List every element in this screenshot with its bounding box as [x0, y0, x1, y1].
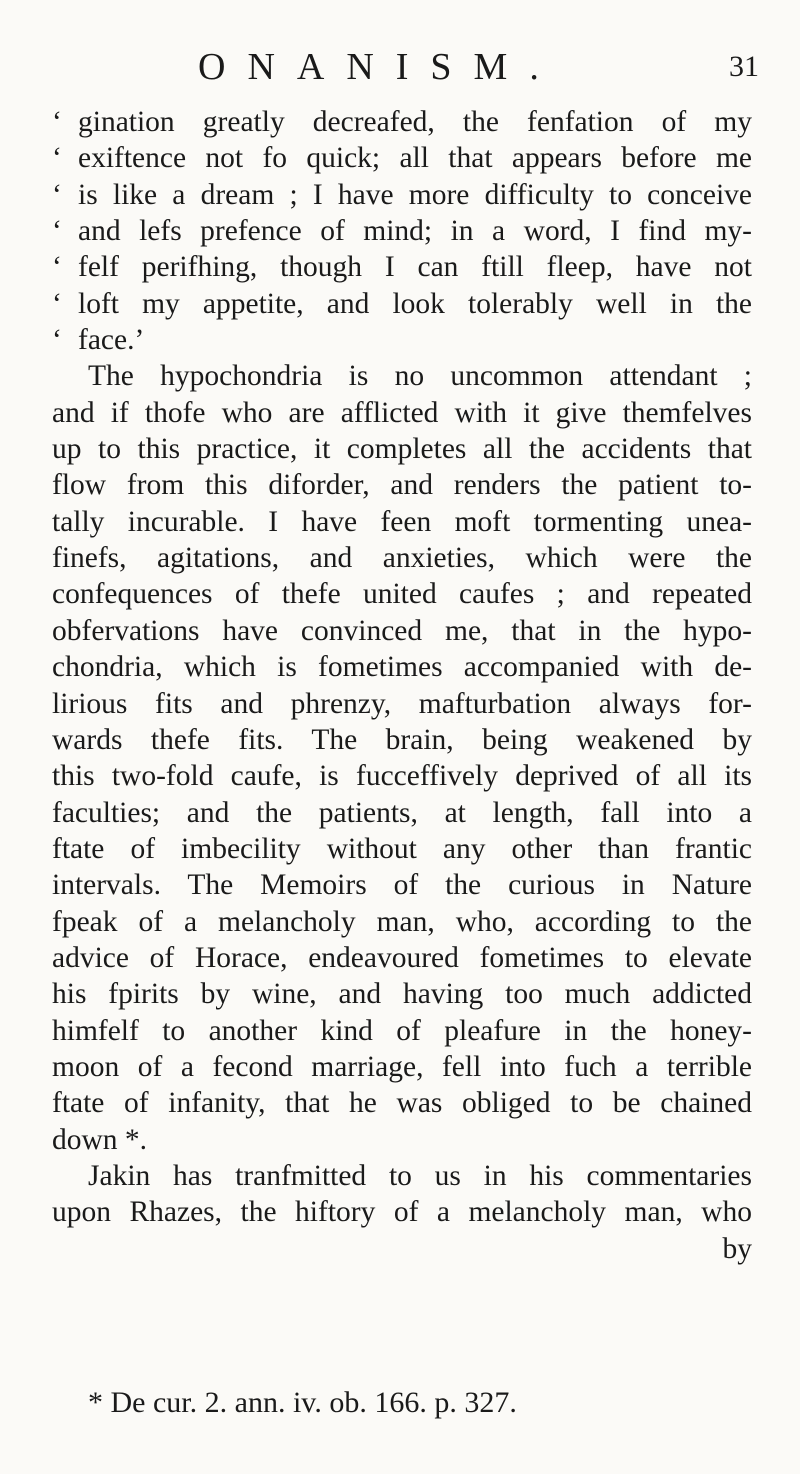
- line-text: exiftence not fo quick; all that appears before me: [78, 142, 752, 175]
- text-line: fpeak of a melancholy man, who, according to the: [52, 905, 752, 938]
- text-line: lirious fits and phrenzy, mafturbation always for-: [52, 687, 752, 720]
- body-text: [52, 104, 752, 1267]
- quote-mark: ‘: [52, 324, 62, 357]
- text-line: ftate of imbecility without any other than frantic: [52, 832, 752, 865]
- text-line: [52, 104, 752, 140]
- text-line: himfelf to another kind of pleafure in the honey-: [52, 1014, 752, 1047]
- text-line: down *.: [52, 1123, 148, 1156]
- line-text: gination greatly decreafed, the fenfation of my: [78, 106, 752, 138]
- running-title: ONANISM.: [198, 46, 561, 88]
- text-line: finefs, agitations, and anxieties, which were the: [52, 542, 752, 575]
- text-line: upon Rhazes, the hiftory of a melancholy man, who: [52, 1196, 752, 1229]
- paragraph-first-line: The hypochondria is no uncommon attendant ;: [88, 360, 752, 393]
- text-line: faculties; and the patients, at length, fall into a: [52, 796, 752, 829]
- text-line: obfervations have convinced me, that in the hypo-: [52, 614, 752, 647]
- text-line: ftate of infanity, that he was obliged to be chained: [52, 1087, 752, 1120]
- text-line: chondria, which is fometimes accompanied with de-: [52, 651, 752, 684]
- text-line: [52, 322, 752, 358]
- page-header: [198, 42, 618, 92]
- footnote: * De cur. 2. ann. iv. ob. 166. p. 327.: [88, 1386, 517, 1419]
- quote-mark: ‘: [52, 142, 62, 175]
- quote-mark: ‘: [52, 251, 62, 284]
- text-line: flow from this diforder, and renders the patient to-: [52, 469, 752, 502]
- text-line: [52, 140, 752, 176]
- quote-mark: ‘: [52, 178, 62, 211]
- line-text: felf perifhing, though I can ftill fleep, have not: [78, 251, 752, 284]
- text-line: [52, 286, 752, 322]
- quote-mark: ‘: [52, 106, 62, 138]
- text-line: his fpirits by wine, and having too much addicted: [52, 978, 752, 1011]
- text-line: and if thofe who are afflicted with it give themfelves: [52, 396, 752, 429]
- text-line: advice of Horace, endeavoured fometimes to elevate: [52, 941, 752, 974]
- text-line: [52, 249, 752, 285]
- line-text: face.’: [78, 324, 145, 357]
- page-number: 31: [729, 50, 759, 83]
- line-text: loft my appetite, and look tolerably well in the: [78, 287, 752, 320]
- line-text: and lefs prefence of mind; in a word, I find my-: [78, 215, 752, 248]
- paragraph-first-line: Jakin has tranfmitted to us in his commentaries: [88, 1159, 752, 1192]
- text-line: [52, 213, 752, 249]
- quote-mark: ‘: [52, 287, 62, 320]
- text-line: moon of a fecond marriage, fell into fuch a terrible: [52, 1050, 752, 1083]
- text-line: wards thefe fits. The brain, being weakened by: [52, 723, 752, 756]
- text-line: tally incurable. I have feen moft tormenting unea-: [52, 505, 752, 538]
- line-text: is like a dream ; I have more difficulty to conceive: [78, 178, 752, 211]
- text-line: this two-fold caufe, is fucceffively deprived of all its: [52, 760, 752, 793]
- text-line: confequences of thefe united caufes ; and repeated: [52, 578, 752, 611]
- quote-mark: ‘: [52, 215, 62, 248]
- text-line: [52, 177, 752, 213]
- catchword: by: [722, 1232, 752, 1265]
- text-line: intervals. The Memoirs of the curious in Nature: [52, 869, 752, 902]
- text-line: up to this practice, it completes all the accidents that: [52, 433, 752, 466]
